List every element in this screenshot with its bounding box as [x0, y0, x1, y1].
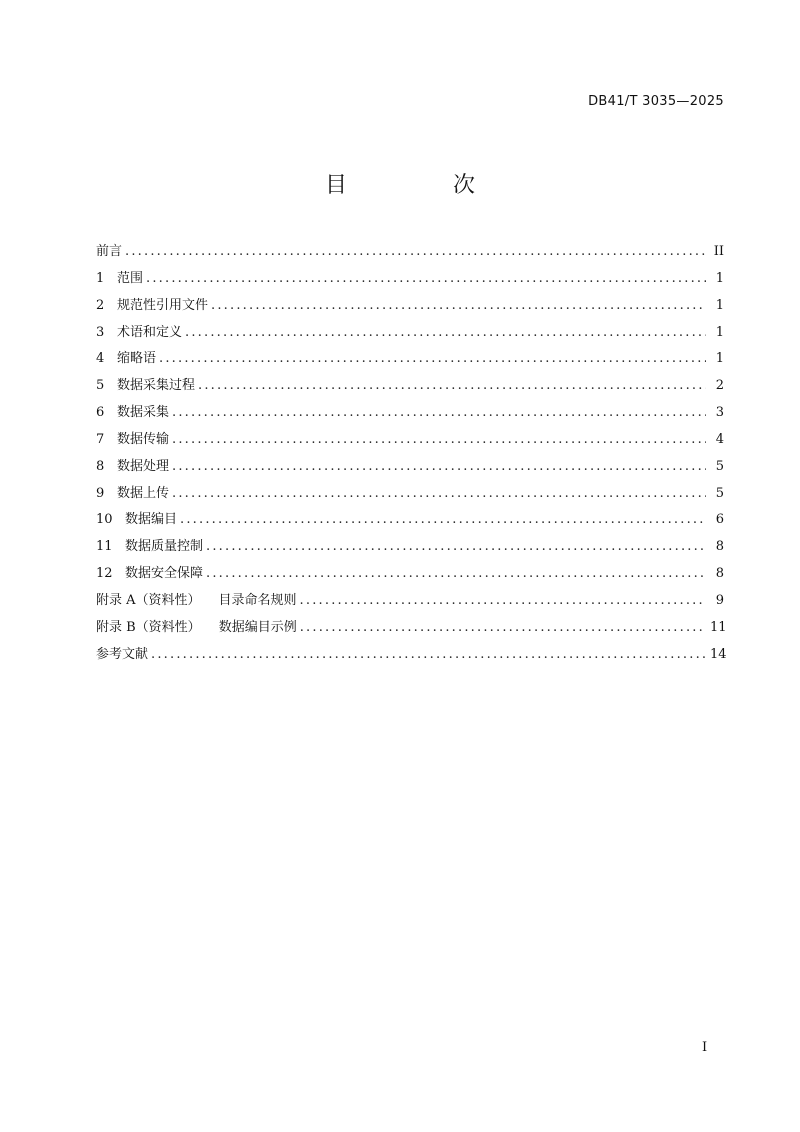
toc-dot-leader — [185, 320, 706, 347]
toc-entry-number: 9 — [96, 485, 105, 501]
toc-entry-page: 1 — [715, 351, 724, 367]
toc-dot-leader — [151, 642, 706, 669]
toc-entry[interactable] — [96, 615, 727, 642]
toc-entry-label: 参考文献 — [96, 646, 149, 662]
toc-dot-leader — [211, 293, 706, 320]
toc-entry-label: 数据上传 — [117, 485, 170, 501]
toc-dot-leader — [125, 239, 706, 266]
standard-code: DB41/T 3035—2025 — [588, 94, 724, 109]
toc-entry-number: 8 — [96, 458, 105, 474]
toc-dot-leader — [206, 561, 706, 588]
toc-entry-label: 数据处理 — [117, 458, 170, 474]
toc-entry-page: 6 — [715, 512, 724, 528]
toc-dot-leader — [146, 266, 706, 293]
page-number: I — [702, 1040, 708, 1055]
toc-dot-leader — [172, 454, 706, 481]
toc-entry-number: 4 — [96, 351, 105, 367]
toc-entry[interactable] — [96, 534, 724, 561]
toc-entry-page: II — [713, 244, 724, 259]
toc-entry-page: 8 — [715, 566, 724, 582]
toc-entry-label: 数据编目 — [125, 512, 178, 528]
toc-entry-page: 1 — [715, 297, 724, 313]
toc-entry-label: 数据安全保障 — [125, 566, 204, 582]
toc-entry-label: 数据编目示例 — [218, 619, 297, 635]
toc-entry-label: 前言 — [96, 244, 123, 259]
toc-entry-page: 11 — [710, 619, 727, 635]
toc-entry-number: 5 — [96, 378, 105, 394]
toc-entry-number: 10 — [96, 512, 113, 528]
toc-entry-page: 2 — [715, 378, 724, 394]
toc-entry[interactable] — [96, 400, 724, 427]
toc-entry-appendix: 附录 B（资料性） — [96, 619, 201, 635]
toc-entry-label: 规范性引用文件 — [117, 297, 209, 313]
toc-entry-number: 1 — [96, 270, 105, 286]
toc-entry[interactable] — [96, 454, 724, 481]
toc-entry-label: 范围 — [117, 270, 144, 286]
toc-entry[interactable] — [96, 481, 724, 508]
toc-entry-label: 术语和定义 — [117, 324, 183, 340]
toc-entry-label: 数据传输 — [117, 431, 170, 447]
toc-entry-page: 5 — [715, 485, 724, 501]
toc-entry[interactable] — [96, 320, 724, 347]
toc-entry[interactable] — [96, 346, 724, 373]
toc-entry-label: 数据质量控制 — [125, 539, 204, 555]
toc-dot-leader — [172, 427, 706, 454]
toc-entry[interactable] — [96, 266, 724, 293]
toc-dot-leader — [206, 534, 706, 561]
toc-entry-label: 目录命名规则 — [218, 592, 297, 608]
toc-entry[interactable] — [96, 642, 727, 669]
toc-entry-page: 14 — [710, 646, 727, 662]
toc-dot-leader — [180, 507, 706, 534]
toc-dot-leader — [300, 588, 706, 615]
toc-entry-label: 数据采集 — [117, 405, 170, 421]
toc-entry-page: 9 — [715, 592, 724, 608]
toc-entry-page: 3 — [715, 405, 724, 421]
toc-dot-leader — [198, 373, 706, 400]
toc-entry-page: 4 — [715, 431, 724, 447]
toc-entry-number: 7 — [96, 431, 105, 447]
toc-dot-leader — [159, 346, 706, 373]
page-title: 目 次 — [324, 173, 517, 198]
table-of-contents — [96, 239, 727, 669]
toc-entry-label: 缩略语 — [117, 351, 157, 367]
toc-entry[interactable] — [96, 561, 724, 588]
toc-entry[interactable] — [96, 239, 724, 266]
toc-entry[interactable] — [96, 373, 724, 400]
toc-dot-leader — [300, 615, 706, 642]
toc-entry-number: 6 — [96, 405, 105, 421]
toc-entry-appendix: 附录 A（资料性） — [96, 592, 201, 608]
toc-entry-label: 数据采集过程 — [117, 378, 196, 394]
toc-entry-page: 8 — [715, 539, 724, 555]
toc-dot-leader — [172, 481, 706, 508]
toc-entry-page: 5 — [715, 458, 724, 474]
toc-entry[interactable] — [96, 588, 724, 615]
toc-entry-page: 1 — [715, 324, 724, 340]
toc-entry-number: 11 — [96, 539, 113, 555]
toc-entry-number: 2 — [96, 297, 105, 313]
toc-entry[interactable] — [96, 293, 724, 320]
toc-entry[interactable] — [96, 507, 724, 534]
toc-dot-leader — [172, 400, 706, 427]
toc-entry-page: 1 — [715, 270, 724, 286]
toc-entry-number: 12 — [96, 566, 113, 582]
toc-entry[interactable] — [96, 427, 724, 454]
toc-entry-number: 3 — [96, 324, 105, 340]
